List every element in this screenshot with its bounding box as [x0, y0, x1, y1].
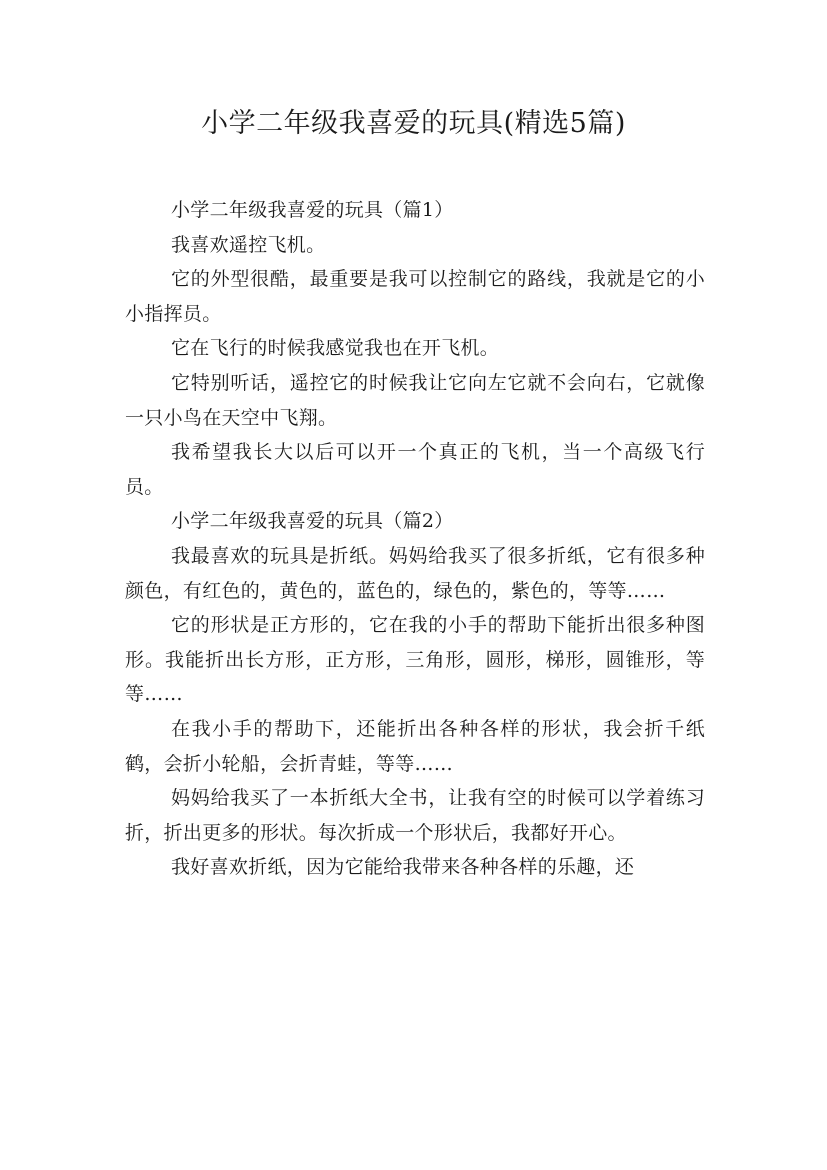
section-heading-2: 小学二年级我喜爱的玩具（篇2）	[171, 510, 454, 533]
paragraph: 妈妈给我买了一本折纸大全书，让我有空的时候可以学着练习折，折出更多的形状。每次折成一个形状后，我都好开心。	[125, 787, 705, 844]
section-heading-1: 小学二年级我喜爱的玩具（篇1）	[171, 199, 454, 221]
paragraph: 我喜欢遥控飞机。	[171, 233, 326, 256]
paragraph: 它特别听话，遥控它的时候我让它向左它就不会向右，它就像一只小鸟在天空中飞翔。	[125, 371, 705, 429]
paragraph: 我最喜欢的玩具是折纸。妈妈给我买了很多折纸，它有很多种颜色，有红色的，黄色的，蓝色的，绿色的，紫色的，等等……	[125, 544, 705, 602]
document-title: 小学二年级我喜爱的玩具(精选5篇)	[201, 108, 626, 139]
paragraph: 我希望我长大以后可以开一个真正的飞机，当一个高级飞行员。	[125, 441, 705, 498]
paragraph: 它的形状是正方形的，它在我的小手的帮助下能折出很多种图形。我能折出长方形，正方形，三角形，圆形，梯形，圆锥形，等等……	[125, 614, 705, 706]
paragraph: 它的外型很酷，最重要是我可以控制它的路线，我就是它的小小指挥员。	[125, 268, 705, 325]
document-body	[125, 193, 705, 885]
paragraph: 它在飞行的时候我感觉我也在开飞机。	[171, 337, 500, 360]
paragraph: 我好喜欢折纸，因为它能给我带来各种各样的乐趣，还	[171, 856, 635, 879]
paragraph: 在我小手的帮助下，还能折出各种各样的形状，我会折千纸鹤，会折小轮船，会折青蛙，等等……	[125, 717, 705, 775]
